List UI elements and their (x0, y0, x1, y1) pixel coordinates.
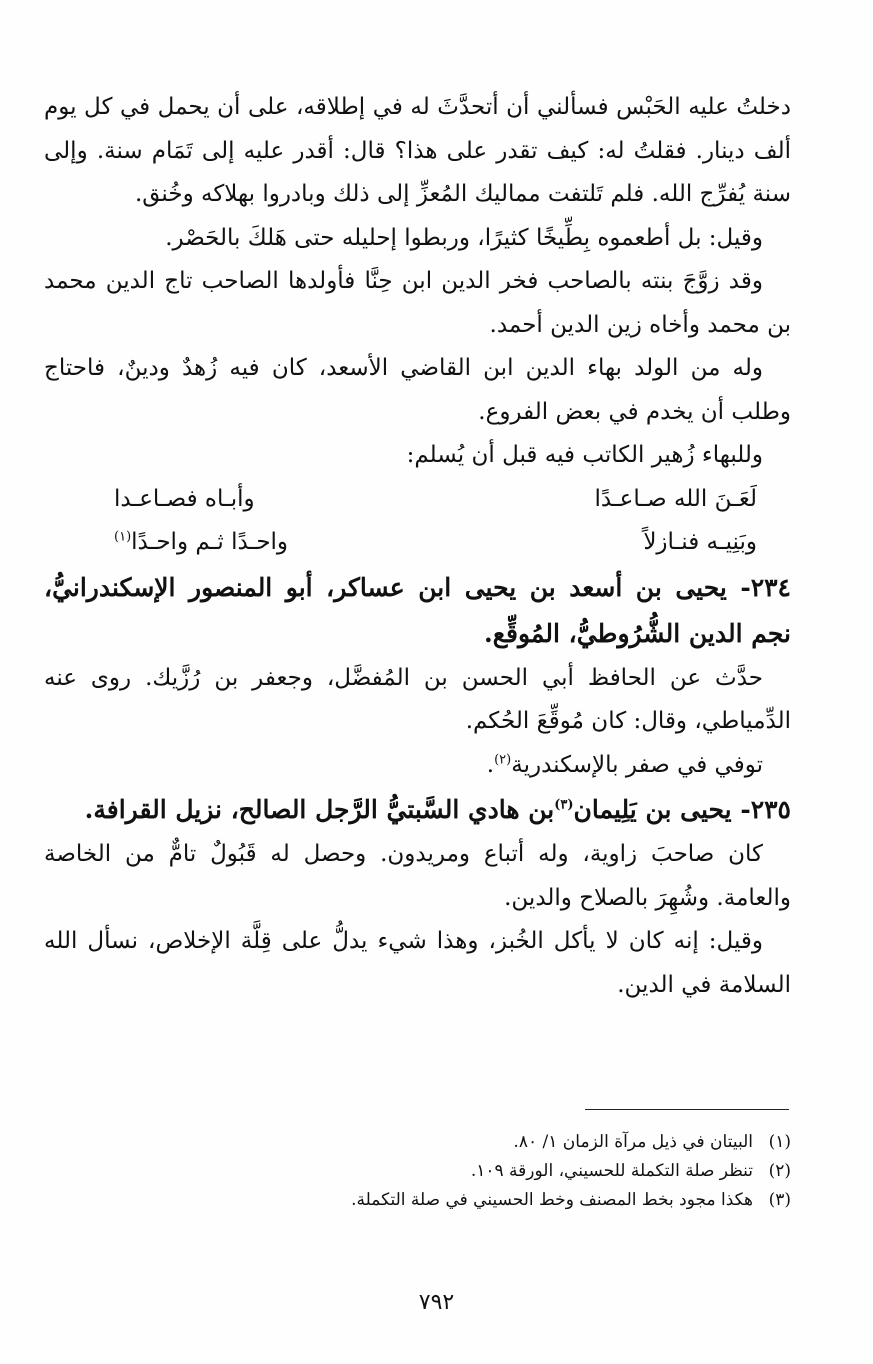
verse-hemistich: وبَنِيـه فنـازلاً (643, 529, 757, 555)
footnote (44, 1128, 791, 1157)
footnote (44, 1186, 791, 1215)
paragraph (44, 744, 791, 788)
paragraph: كان صاحبَ زاوية، وله أتباع ومريدون. وحصل له قَبُولٌ تامٌّ من الخاصة والعامة. وشُهِرَ بالصلاح والدين. (44, 841, 791, 911)
paragraph-end: . (486, 751, 495, 778)
verse-hemistich: وأبـاه فصـاعـدا (114, 485, 255, 512)
entry-heading: ٢٣٤- يحيى بن أسعد بن يحيى ابن عساكر، أبو المنصور الإسكندرانيُّ، نجم الدين الشُّرُوطيُّ، المُوقِّع. (44, 572, 791, 648)
entry-heading (44, 787, 791, 833)
paragraph: وقد زوَّجَ بنته بالصاحب فخر الدين ابن حِنَّا فأولدها الصاحب تاج الدين محمد بن محمد وأخاه زين الدين أحمد. (44, 268, 791, 338)
footnote-separator (585, 1109, 789, 1110)
heading-text: بن هادي السَّبتيُّ الرَّجل الصالح، نزيل القرافة. (84, 795, 555, 824)
footnotes (44, 1128, 791, 1215)
footnote (44, 1157, 791, 1186)
heading-text: ٢٣٥- يحيى بن يَلِيمان (573, 795, 791, 824)
footnote-ref: (٢) (494, 751, 512, 767)
footnote-text: البيتان في ذيل مرآة الزمان ١/ ٨٠. (513, 1132, 753, 1152)
footnote-ref: (٣) (554, 797, 574, 813)
verse-line-1 (114, 478, 757, 522)
verse-line-2 (114, 521, 757, 565)
paragraph: وله من الولد بهاء الدين ابن القاضي الأسعد، كان فيه زُهدٌ ودينٌ، فاحتاج وطلب أن يخدم في بعض الفروع. (44, 355, 791, 425)
footnote-text: تنظر صلة التكملة للحسيني، الورقة ١٠٩. (470, 1161, 753, 1181)
paragraph: وللبهاء زُهير الكاتب فيه قبل أن يُسلم: (406, 442, 763, 468)
paragraph: وقيل: إنه كان لا يأكل الخُبز، وهذا شيء يدلُّ على قِلَّة الإخلاص، نسأل الله السلامة في الدين. (44, 928, 791, 998)
page-number: ٧٩٢ (418, 1290, 455, 1315)
footnote-number: (١) (768, 1132, 791, 1152)
paragraph: حدَّث عن الحافظ أبي الحسن بن المُفضَّل، وجعفر بن رُزَّيك. روى عنه الدِّمياطي، وقال: كان مُوقِّعَ الحُكم. (44, 664, 791, 734)
footnote-ref: (١) (114, 529, 132, 545)
paragraph-text: توفي في صفر بالإسكندرية (511, 751, 763, 778)
paragraph: دخلتُ عليه الحَبْس فسألني أن أتحدَّثَ له في إطلاقه، على أن يحمل في كل يوم ألف دينار. فقلتُ له: كيف تقدر على هذا؟ قال: أقدر عليه إلى تَمَام سنة. وإلى سنة يُفرِّج الله. فلم تَلتفت مماليك المُعزِّ إلى ذلك وبادروا بهلاكه وخُنق. (44, 94, 791, 207)
paragraph: وقيل: بل أطعموه بِطِّيخًا كثيرًا، وربطوا إحليله حتى هَلكَ بالحَصْر. (165, 224, 763, 251)
verse-text: واحـدًا ثـم واحـدًا (131, 529, 289, 555)
footnote-number: (٢) (768, 1161, 791, 1181)
footnote-number: (٣) (768, 1190, 791, 1210)
footnote-text: هكذا مجود بخط المصنف وخط الحسيني في صلة التكملة. (351, 1190, 753, 1210)
main-text (44, 86, 791, 1007)
verse-hemistich: لَعَـنَ الله صـاعـدًا (594, 485, 757, 512)
verse-hemistich (114, 521, 288, 565)
